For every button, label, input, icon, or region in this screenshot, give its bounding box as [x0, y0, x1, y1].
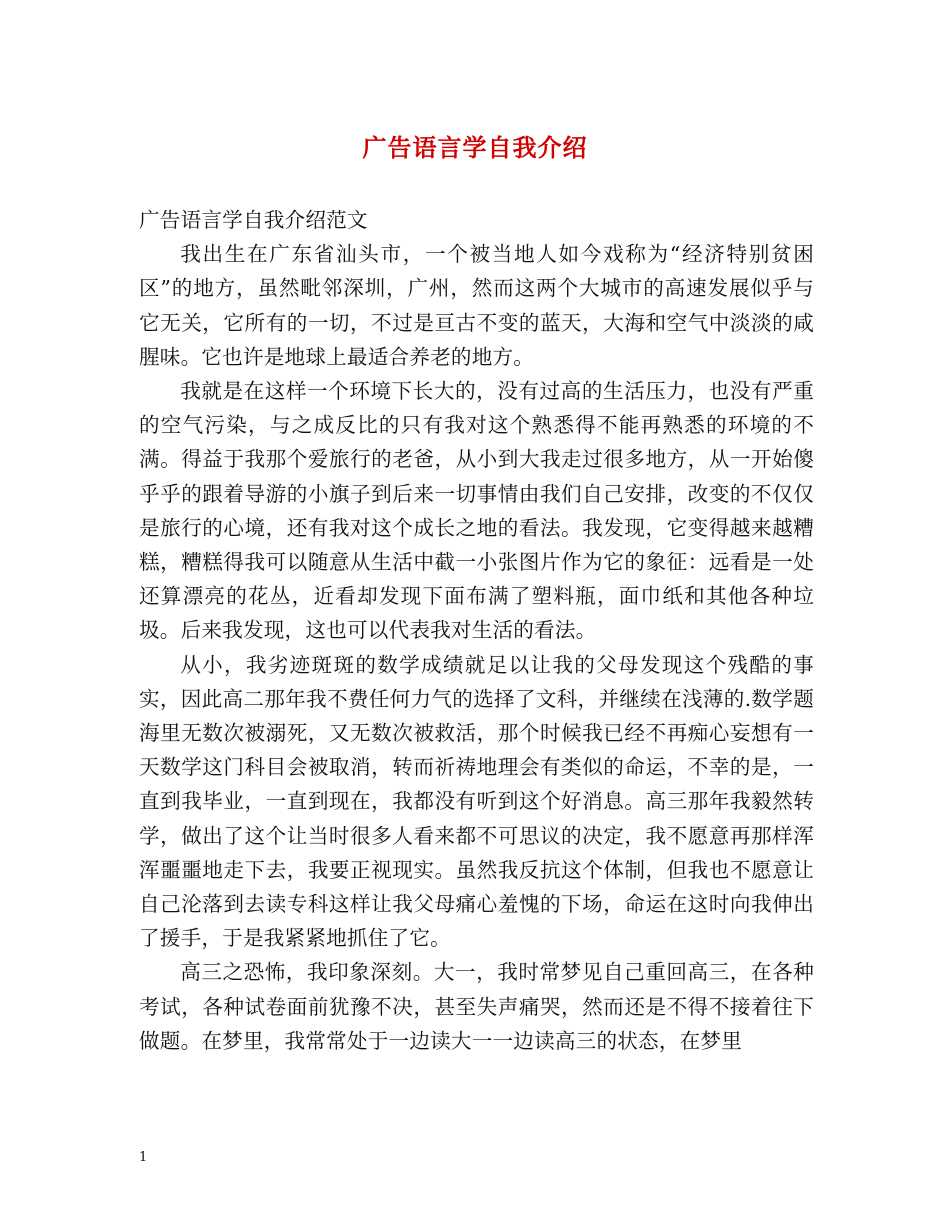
document-body: [139, 203, 814, 1058]
document-subtitle: 广告语言学自我介绍范文: [139, 208, 368, 232]
document-title: 广告语言学自我介绍: [362, 133, 588, 162]
paragraph-3: 从小，我劣迹斑斑的数学成绩就足以让我的父母发现这个残酷的事实，因此高二那年我不费任何力气的选择了文科，并继续在浅薄的.数学题海里无数次被溺死，又无数次被救活，那个时候我已经不再痴心妄想有一天数学这门科目会被取消，转而祈祷地理会有类似的命运，不幸的是，一直到我毕业，一直到现在，我都没有听到这个好消息。高三那年我毅然转学，做出了这个让当时很多人看来都不可思议的决定，我不愿意再那样浑浑噩噩地走下去，我要正视现实。虽然我反抗这个体制，但我也不愿意让自己沦落到去读专科这样让我父母痛心羞愧的下场，命运在这时向我伸出了援手，于是我紧紧地抓住了它。: [139, 652, 814, 951]
page-number: 1: [139, 1150, 148, 1165]
paragraph-4: 高三之恐怖，我印象深刻。大一，我时常梦见自己重回高三，在各种考试，各种试卷面前犹豫不决，甚至失声痛哭，然而还是不得不接着往下做题。在梦里，我常常处于一边读大一一边读高三的状态，在梦里: [139, 960, 814, 1053]
paragraph-1: 我出生在广东省汕头市，一个被当地人如今戏称为“经济特别贫困区”的地方，虽然毗邻深圳，广州，然而这两个大城市的高速发展似乎与它无关，它所有的一切，不过是亘古不变的蓝天，大海和空气中淡淡的咸腥味。它也许是地球上最适合养老的地方。: [139, 242, 814, 369]
paragraph-2: 我就是在这样一个环境下长大的，没有过高的生活压力，也没有严重的空气污染，与之成反比的只有我对这个熟悉得不能再熟悉的环境的不满。得益于我那个爱旅行的老爸，从小到大我走过很多地方，从一开始傻乎乎的跟着导游的小旗子到后来一切事情由我们自己安排，改变的不仅仅是旅行的心境，还有我对这个成长之地的看法。我发现，它变得越来越糟糕，糟糕得我可以随意从生活中截一小张图片作为它的象征：远看是一处还算漂亮的花丛，近看却发现下面布满了塑料瓶，面巾纸和其他各种垃圾。后来我发现，这也可以代表我对生活的看法。: [139, 379, 814, 643]
